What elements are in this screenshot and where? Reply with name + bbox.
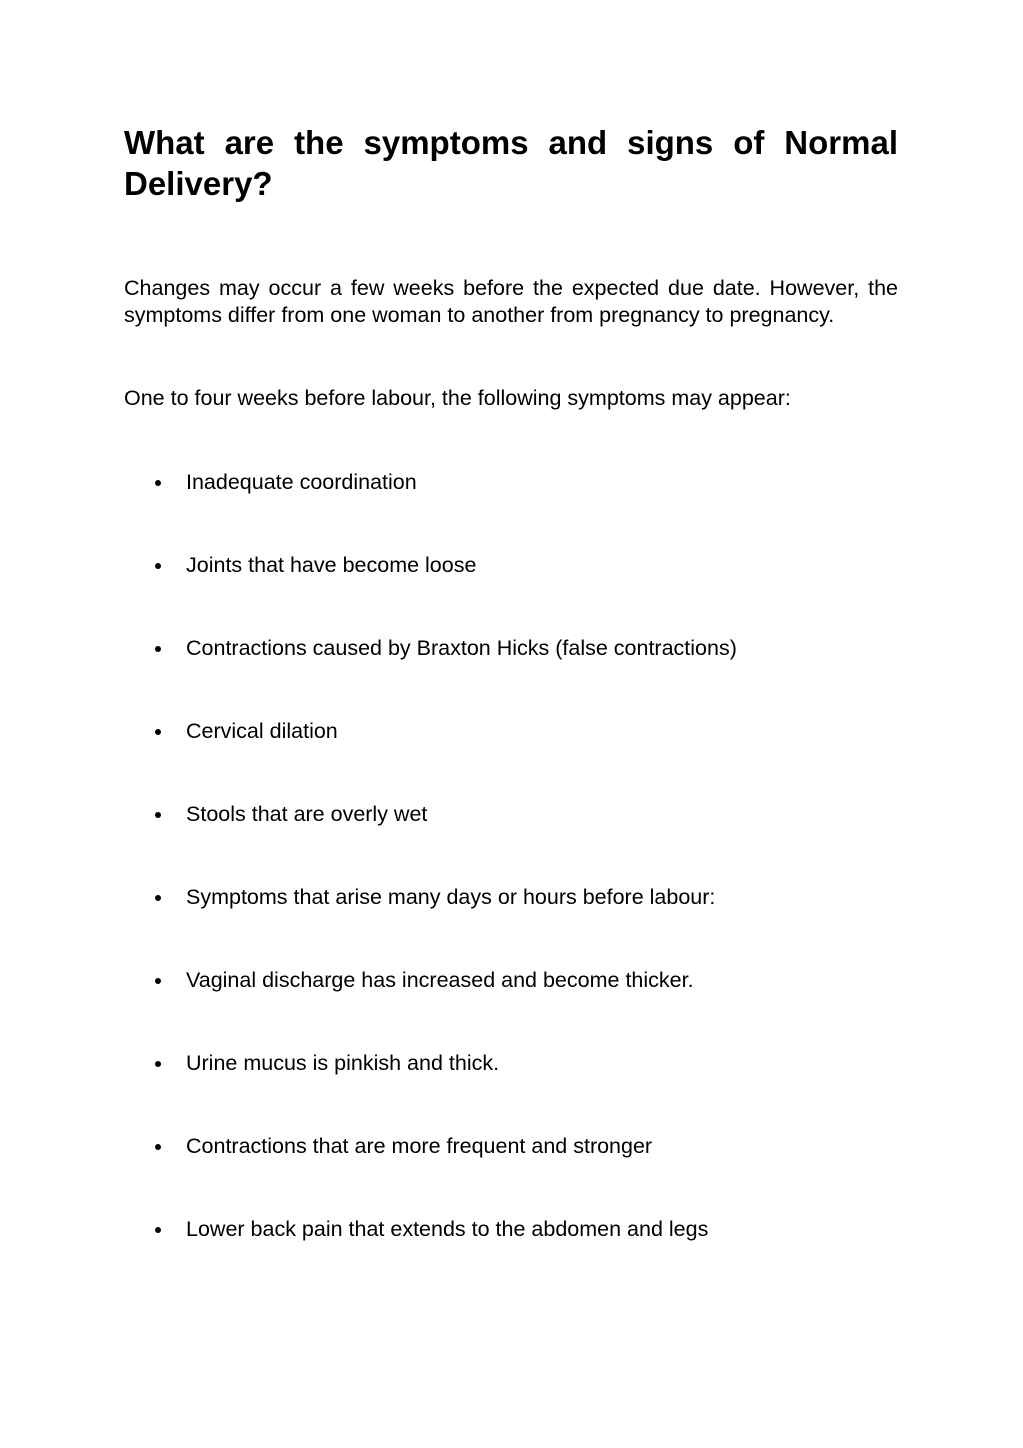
list-item-text: Cervical dilation bbox=[186, 719, 338, 743]
list-item bbox=[124, 1048, 898, 1131]
list-item bbox=[124, 882, 898, 965]
intro-paragraph: Changes may occur a few weeks before the expected due date. However, the symptoms differ from one woman to another from pregnancy to pregnancy. bbox=[124, 276, 898, 327]
bullet-icon bbox=[155, 729, 161, 735]
bullet-icon bbox=[155, 895, 161, 901]
list-item bbox=[124, 1131, 898, 1214]
list-item bbox=[124, 633, 898, 716]
symptoms-list bbox=[124, 467, 898, 1297]
bullet-icon bbox=[155, 1061, 161, 1067]
bullet-icon bbox=[155, 563, 161, 569]
list-item bbox=[124, 965, 898, 1048]
bullet-icon bbox=[155, 812, 161, 818]
list-item-text: Stools that are overly wet bbox=[186, 802, 428, 826]
list-item bbox=[124, 716, 898, 799]
list-item bbox=[124, 799, 898, 882]
bullet-icon bbox=[155, 978, 161, 984]
list-item bbox=[124, 467, 898, 550]
page-title: What are the symptoms and signs of Normal Delivery? bbox=[124, 124, 898, 202]
list-item-text: Joints that have become loose bbox=[186, 553, 477, 577]
list-item-text: Vaginal discharge has increased and become thicker. bbox=[186, 968, 694, 992]
list-item bbox=[124, 550, 898, 633]
list-item-text: Symptoms that arise many days or hours before labour: bbox=[186, 885, 716, 909]
list-item-text: Contractions that are more frequent and stronger bbox=[186, 1134, 653, 1158]
list-item-text: Urine mucus is pinkish and thick. bbox=[186, 1051, 500, 1075]
bullet-icon bbox=[155, 646, 161, 652]
list-item-text: Inadequate coordination bbox=[186, 470, 417, 494]
lead-in-paragraph: One to four weeks before labour, the following symptoms may appear: bbox=[124, 386, 791, 410]
list-item bbox=[124, 1214, 898, 1297]
list-item-text: Contractions caused by Braxton Hicks (false contractions) bbox=[186, 636, 737, 660]
bullet-icon bbox=[155, 1144, 161, 1150]
list-item-text: Lower back pain that extends to the abdomen and legs bbox=[186, 1217, 709, 1241]
bullet-icon bbox=[155, 480, 161, 486]
bullet-icon bbox=[155, 1227, 161, 1233]
